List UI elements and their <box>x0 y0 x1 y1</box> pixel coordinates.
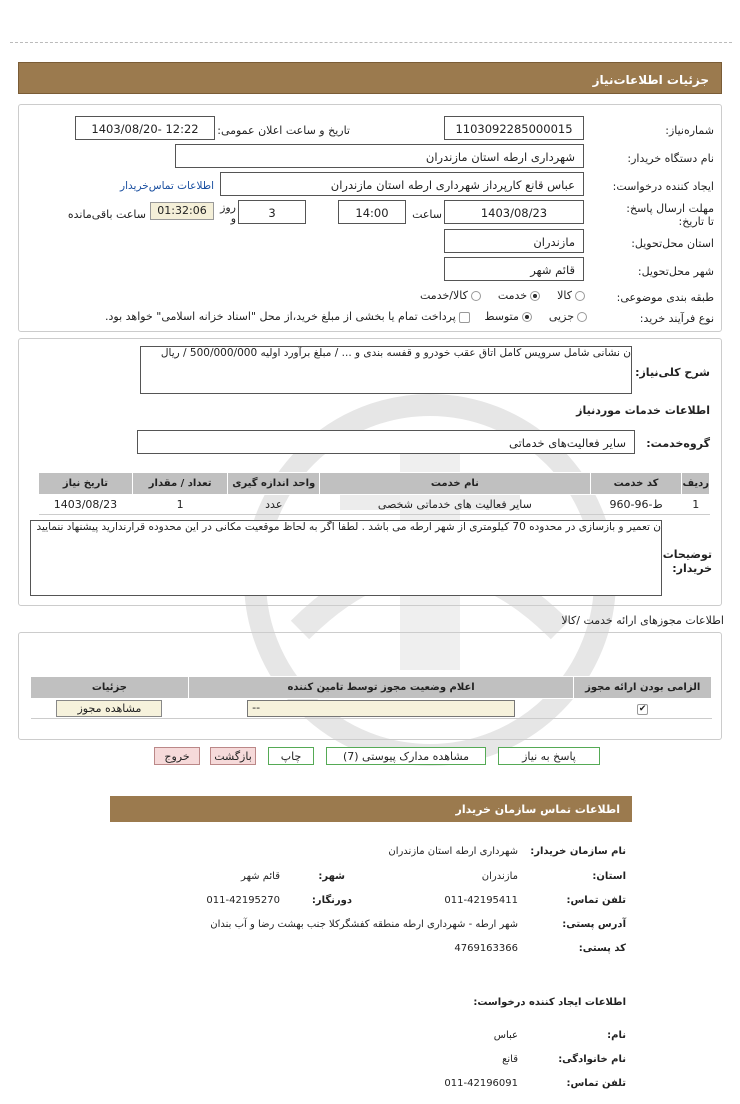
address-label: آدرس پستی: <box>562 919 626 930</box>
buyer-notes-textarea[interactable] <box>30 520 662 596</box>
address-value: شهر ارطه - شهرداری ارطه منطقه کفشگرکلا جنب بهشت رضا و آب بندان <box>210 919 518 930</box>
radio-icon[interactable] <box>471 291 481 301</box>
cell-permit-required <box>574 699 712 719</box>
table-row <box>31 699 712 719</box>
contact-province-value: مازندران <box>481 871 518 882</box>
permits-title: اطلاعات مجوزهای ارائه خدمت /کالا <box>561 614 724 627</box>
deadline-time-label: ساعت <box>412 208 442 221</box>
deadline-time-field: 14:00 <box>338 200 406 224</box>
contact-title: اطلاعات تماس سازمان خریدار <box>455 803 620 816</box>
col-row: ردیف <box>682 473 710 495</box>
services-section-title: اطلاعات خدمات موردنیاز <box>576 404 710 417</box>
permits-table <box>30 676 712 719</box>
buyer-org-field: شهرداری ارطه استان مازندران <box>175 144 584 168</box>
category-radio-group <box>420 289 588 302</box>
radio-selected-icon[interactable] <box>530 291 540 301</box>
reply-button[interactable]: پاسخ به نیاز <box>498 747 600 765</box>
province-field: مازندران <box>444 229 584 253</box>
fax-value: 011-42195270 <box>206 895 280 906</box>
top-divider <box>10 42 732 43</box>
process-label: نوع فرآیند خرید: <box>639 312 714 325</box>
col-unit: واحد اندازه گیری <box>228 473 320 495</box>
attachments-button[interactable]: مشاهده مدارک پیوستی (7) <box>326 747 486 765</box>
contact-city-value: قائم شهر <box>241 871 280 882</box>
back-button[interactable]: بازگشت <box>210 747 256 765</box>
deadline-label: مهلت ارسال پاسخ: تا تاریخ: <box>626 202 714 228</box>
col-permit-required: الزامی بودن ارائه مجوز <box>574 677 712 699</box>
service-group-field: سایر فعالیت‌های خدماتی <box>137 430 635 454</box>
creator-phone-value: 011-42196091 <box>444 1078 518 1089</box>
permit-status-field: -- <box>247 700 515 717</box>
first-name-label: نام: <box>607 1030 626 1041</box>
cell-permit-details <box>31 699 189 719</box>
category-option-service[interactable]: خدمت <box>498 289 543 302</box>
announce-label: تاریخ و ساعت اعلان عمومی: <box>217 124 350 137</box>
announce-field: 1403/08/20- 12:22 <box>75 116 215 140</box>
permits-table-header <box>31 677 712 699</box>
cell-service-name: سایر فعالیت های خدماتی شخصی <box>320 495 591 515</box>
org-label: نام سازمان خریدار: <box>530 846 626 857</box>
contact-city-label: شهر: <box>318 871 345 882</box>
radio-icon[interactable] <box>577 312 587 322</box>
radio-selected-icon[interactable] <box>522 312 532 322</box>
first-name-value: عباس <box>493 1030 518 1041</box>
service-group-label: گروه‌خدمت: <box>646 437 710 450</box>
phone-value: 011-42195411 <box>444 895 518 906</box>
cell-unit: عدد <box>228 495 320 515</box>
description-label: شرح کلی‌نیاز: <box>635 366 710 379</box>
col-service-code: کد خدمت <box>590 473 682 495</box>
view-permit-button[interactable]: مشاهده مجوز <box>56 700 162 717</box>
radio-icon[interactable] <box>575 291 585 301</box>
creator-label: ایجاد کننده درخواست: <box>612 180 714 193</box>
services-table <box>38 472 710 515</box>
last-name-label: نام خانوادگی: <box>558 1054 626 1065</box>
col-need-date: تاریخ نیاز <box>39 473 133 495</box>
deadline-date-field: 1403/08/23 <box>444 200 584 224</box>
phone-label: تلفن تماس: <box>566 895 626 906</box>
cell-quantity: 1 <box>132 495 228 515</box>
need-number-field: 1103092285000015 <box>444 116 584 140</box>
postal-label: کد پستی: <box>578 943 626 954</box>
contact-province-label: استان: <box>592 871 626 882</box>
need-number-label: شماره‌نیاز: <box>665 124 714 137</box>
payment-note: پرداخت تمام یا بخشی از مبلغ خرید،از محل "اسناد خزانه اسلامی" خواهد بود. <box>105 310 456 323</box>
creator-info-title: اطلاعات ایجاد کننده درخواست: <box>473 997 626 1008</box>
print-button[interactable]: چاپ <box>268 747 314 765</box>
col-service-name: نام خدمت <box>320 473 591 495</box>
cell-permit-status <box>188 699 574 719</box>
cell-row: 1 <box>682 495 710 515</box>
creator-phone-label: تلفن تماس: <box>566 1078 626 1089</box>
process-option-minor[interactable]: جزیی <box>549 310 590 323</box>
exit-button[interactable]: خروج <box>154 747 200 765</box>
cell-service-code: ط-96-960 <box>590 495 682 515</box>
city-label: شهر محل‌تحویل: <box>637 265 714 278</box>
city-field: قائم شهر <box>444 257 584 281</box>
category-option-goods[interactable]: کالا <box>557 289 588 302</box>
checkbox-checked-icon: ✔ <box>638 703 647 714</box>
fax-label: دورنگار: <box>311 895 352 906</box>
buyer-org-label: نام دستگاه خریدار: <box>627 152 714 165</box>
services-table-header <box>39 473 710 495</box>
treasury-payment-checkbox[interactable] <box>459 310 470 323</box>
creator-field: عباس قانع کارپرداز شهرداری ارطه استان مازندران <box>220 172 584 196</box>
col-permit-details: جزئیات <box>31 677 189 699</box>
org-value: شهرداری ارطه استان مازندران <box>388 846 518 857</box>
description-text: ن نشانی شامل سرویس کامل اتاق عقب خودرو و قفسه بندی و ... / مبلغ برآورد اولیه 500/000/000 / ریال <box>160 347 631 359</box>
buyer-notes-text: ن تعمیر و بازسازی در محدوده 70 کیلومتری از شهر ارطه می باشد . لطفا اگر به لحاظ موقعیت مکانی در این محدوده قرارندارید پیشنهاد ننمایید <box>36 521 661 533</box>
contact-header <box>110 796 632 822</box>
col-permit-status: اعلام وضعیت مجوز توسط تامین کننده <box>188 677 574 699</box>
remaining-label: ساعت باقی‌مانده <box>67 208 146 221</box>
days-field: 3 <box>238 200 306 224</box>
process-radio-group <box>105 310 590 323</box>
category-option-both[interactable]: کالا/خدمت <box>420 289 484 302</box>
days-label: روز و <box>220 201 236 225</box>
process-option-medium[interactable]: متوسط <box>484 310 535 323</box>
remaining-timer: 01:32:06 <box>150 202 214 220</box>
province-label: استان محل‌تحویل: <box>631 237 714 250</box>
buyer-contact-link[interactable]: اطلاعات تماس‌خریدار <box>120 180 214 192</box>
cell-need-date: 1403/08/23 <box>39 495 133 515</box>
category-label: طبقه بندی موضوعی: <box>616 291 714 304</box>
table-row <box>39 495 710 515</box>
buyer-notes-label: توضیحات خریدار: <box>662 548 712 575</box>
postal-value: 4769163366 <box>454 943 518 954</box>
page-title: جزئیات اطلاعات‌نیاز <box>592 73 709 87</box>
page-header <box>18 62 722 94</box>
col-quantity: تعداد / مقدار <box>132 473 228 495</box>
description-textarea[interactable] <box>140 346 632 394</box>
checkbox-icon[interactable] <box>459 312 470 323</box>
last-name-value: قانع <box>502 1054 518 1065</box>
